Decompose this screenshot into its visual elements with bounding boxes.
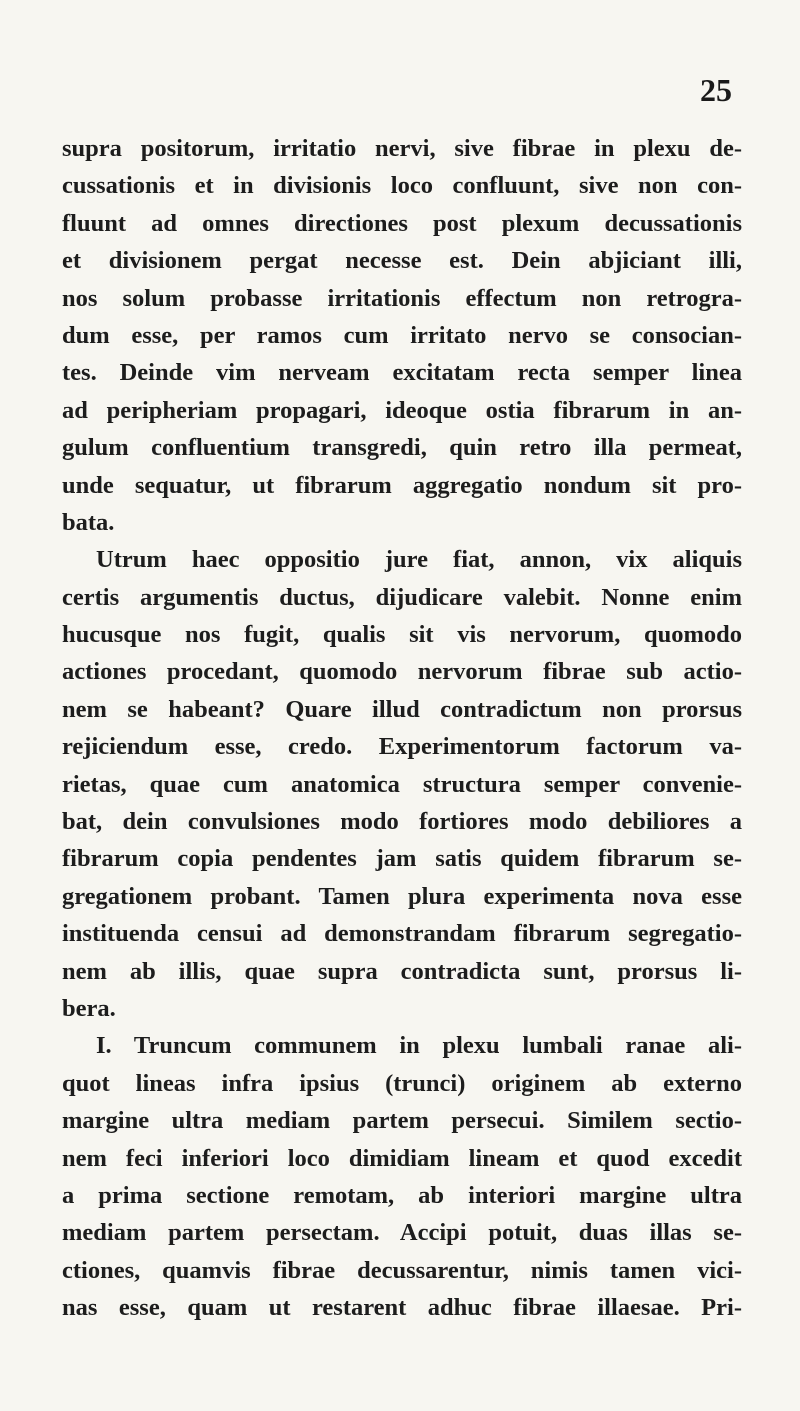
body-text xyxy=(62,130,742,1327)
page-number: 25 xyxy=(700,72,732,108)
paragraph-start-line: I. Truncum communem in plexu lumbali ranae ali- xyxy=(96,1032,742,1060)
text-line: hucusque nos fugit, qualis sit vis nervorum, quomodo xyxy=(62,621,742,649)
text-line: rejiciendum esse, credo. Experimentorum factorum va- xyxy=(62,733,742,761)
text-line: nem ab illis, quae supra contradicta sunt, prorsus li- xyxy=(62,957,742,985)
text-line: quot lineas infra ipsius (trunci) originem ab externo xyxy=(62,1069,742,1097)
text-line: tes. Deinde vim nerveam excitatam recta semper linea xyxy=(62,359,742,387)
text-line: certis argumentis ductus, dijudicare valebit. Nonne enim xyxy=(62,583,742,611)
text-line: ad peripheriam propagari, ideoque ostia fibrarum in an- xyxy=(62,396,742,424)
text-line: gulum confluentium transgredi, quin retro illa permeat, xyxy=(62,434,742,462)
text-line: cussationis et in divisionis loco confluunt, sive non con- xyxy=(62,172,742,200)
text-line: actiones procedant, quomodo nervorum fibrae sub actio- xyxy=(62,658,742,686)
text-line: nem feci inferiori loco dimidiam lineam et quod excedit xyxy=(62,1144,742,1172)
text-line: dum esse, per ramos cum irritato nervo se consocian- xyxy=(62,321,742,349)
paragraph-end-line: bata. xyxy=(62,508,115,536)
paragraph-start-line: Utrum haec oppositio jure fiat, annon, vix aliquis xyxy=(96,546,742,574)
text-line: gregationem probant. Tamen plura experimenta nova esse xyxy=(62,882,742,910)
text-line: mediam partem persectam. Accipi potuit, duas illas se- xyxy=(62,1219,742,1247)
text-line: bat, dein convulsiones modo fortiores modo debiliores a xyxy=(62,808,742,836)
text-line: a prima sectione remotam, ab interiori margine ultra xyxy=(62,1181,742,1209)
text-line: instituenda censui ad demonstrandam fibrarum segregatio- xyxy=(62,920,742,948)
paragraph-end-line: bera. xyxy=(62,994,116,1022)
text-line: nos solum probasse irritationis effectum non retrogra- xyxy=(62,284,742,312)
text-line: rietas, quae cum anatomica structura semper convenie- xyxy=(62,770,742,798)
text-line: nem se habeant? Quare illud contradictum non prorsus xyxy=(62,695,742,723)
text-line: unde sequatur, ut fibrarum aggregatio nondum sit pro- xyxy=(62,471,742,499)
text-line: nas esse, quam ut restarent adhuc fibrae illaesae. Pri- xyxy=(62,1294,742,1322)
text-line: fluunt ad omnes directiones post plexum decussationis xyxy=(62,209,742,237)
text-line: fibrarum copia pendentes jam satis quidem fibrarum se- xyxy=(62,845,742,873)
text-line: supra positorum, irritatio nervi, sive fibrae in plexu de- xyxy=(62,135,742,162)
text-line: margine ultra mediam partem persecui. Similem sectio- xyxy=(62,1107,742,1135)
text-line: et divisionem pergat necesse est. Dein abjiciant illi, xyxy=(62,247,742,275)
text-line: ctiones, quamvis fibrae decussarentur, nimis tamen vici- xyxy=(62,1256,742,1284)
